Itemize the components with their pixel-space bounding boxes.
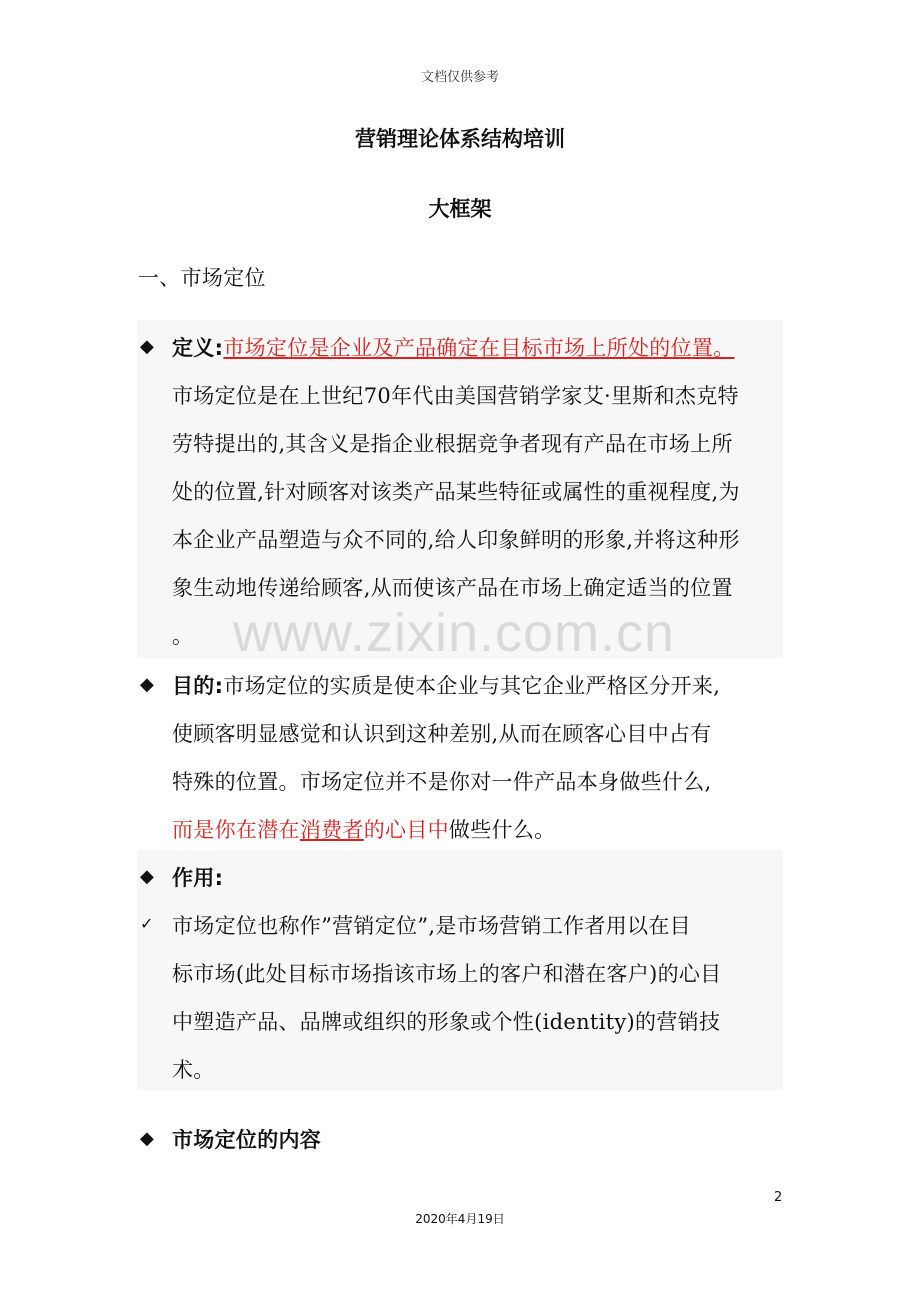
definition-line: 处的位置,针对顾客对该类产品某些特征或属性的重视程度,为 xyxy=(172,480,740,504)
definition-label: 定义: xyxy=(172,336,224,360)
purpose-line xyxy=(172,670,720,700)
definition-line xyxy=(172,332,735,362)
definition-line: 劳特提出的,其含义是指企业根据竞争者现有产品在市场上所 xyxy=(172,432,733,456)
purpose-text: 市场定位的实质是使本企业与其它企业严格区分开来, xyxy=(223,674,721,698)
role-label: 作用: xyxy=(172,866,224,890)
role-line: 标市场(此处目标市场指该市场上的客户和潜在客户)的心目 xyxy=(172,962,722,986)
page-header: 文档仅供参考 xyxy=(420,70,499,85)
definition-line: 象生动地传递给顾客,从而使该产品在市场上确定适当的位置 xyxy=(172,576,733,600)
purpose-line xyxy=(172,814,555,844)
definition-highlight: 市场定位是企业及产品确定在目标市场上所处的位置。 xyxy=(223,336,735,360)
definition-line: 。 xyxy=(172,624,194,648)
doc-subtitle: 大框架 xyxy=(428,197,492,221)
doc-title: 营销理论体系结构培训 xyxy=(355,127,565,151)
purpose-label: 目的: xyxy=(172,674,224,698)
purpose-line: 特殊的位置。市场定位并不是你对一件产品本身做些什么, xyxy=(172,770,712,794)
page-number: 2 xyxy=(774,1190,783,1205)
role-line: 术。 xyxy=(172,1058,215,1082)
role-line: 中塑造产品、品牌或组织的形象或个性(identity)的营销技 xyxy=(172,1010,721,1034)
definition-line: 本企业产品塑造与众不同的,给人印象鲜明的形象,并将这种形 xyxy=(172,528,740,552)
diamond-bullet-icon: ◆ xyxy=(140,336,154,357)
purpose-line: 使顾客明显感觉和认识到这种差别,从而在顾客心目中占有 xyxy=(172,722,712,746)
diamond-bullet-icon: ◆ xyxy=(140,866,154,887)
watermark: www.zixin.com.cn xyxy=(233,603,676,663)
diamond-bullet-icon: ◆ xyxy=(140,674,154,695)
purpose-text: 做些什么。 xyxy=(448,818,556,842)
footer-date: 2020年4月19日 xyxy=(415,1212,505,1226)
content-heading: 市场定位的内容 xyxy=(172,1128,322,1152)
diamond-bullet-icon: ◆ xyxy=(140,1128,154,1149)
checkmark-icon: ✓ xyxy=(140,914,154,933)
section-heading: 一、市场定位 xyxy=(138,266,266,290)
role-line: 市场定位也称作”营销定位”,是市场营销工作者用以在目 xyxy=(172,914,691,938)
red-text: 而是你在潜在 xyxy=(172,818,300,842)
red-text: 的心目中 xyxy=(363,818,449,842)
red-underlined-text: 消费者 xyxy=(299,818,364,842)
definition-line: 市场定位是在上世纪70年代由美国营销学家艾·里斯和杰克特 xyxy=(172,384,739,408)
